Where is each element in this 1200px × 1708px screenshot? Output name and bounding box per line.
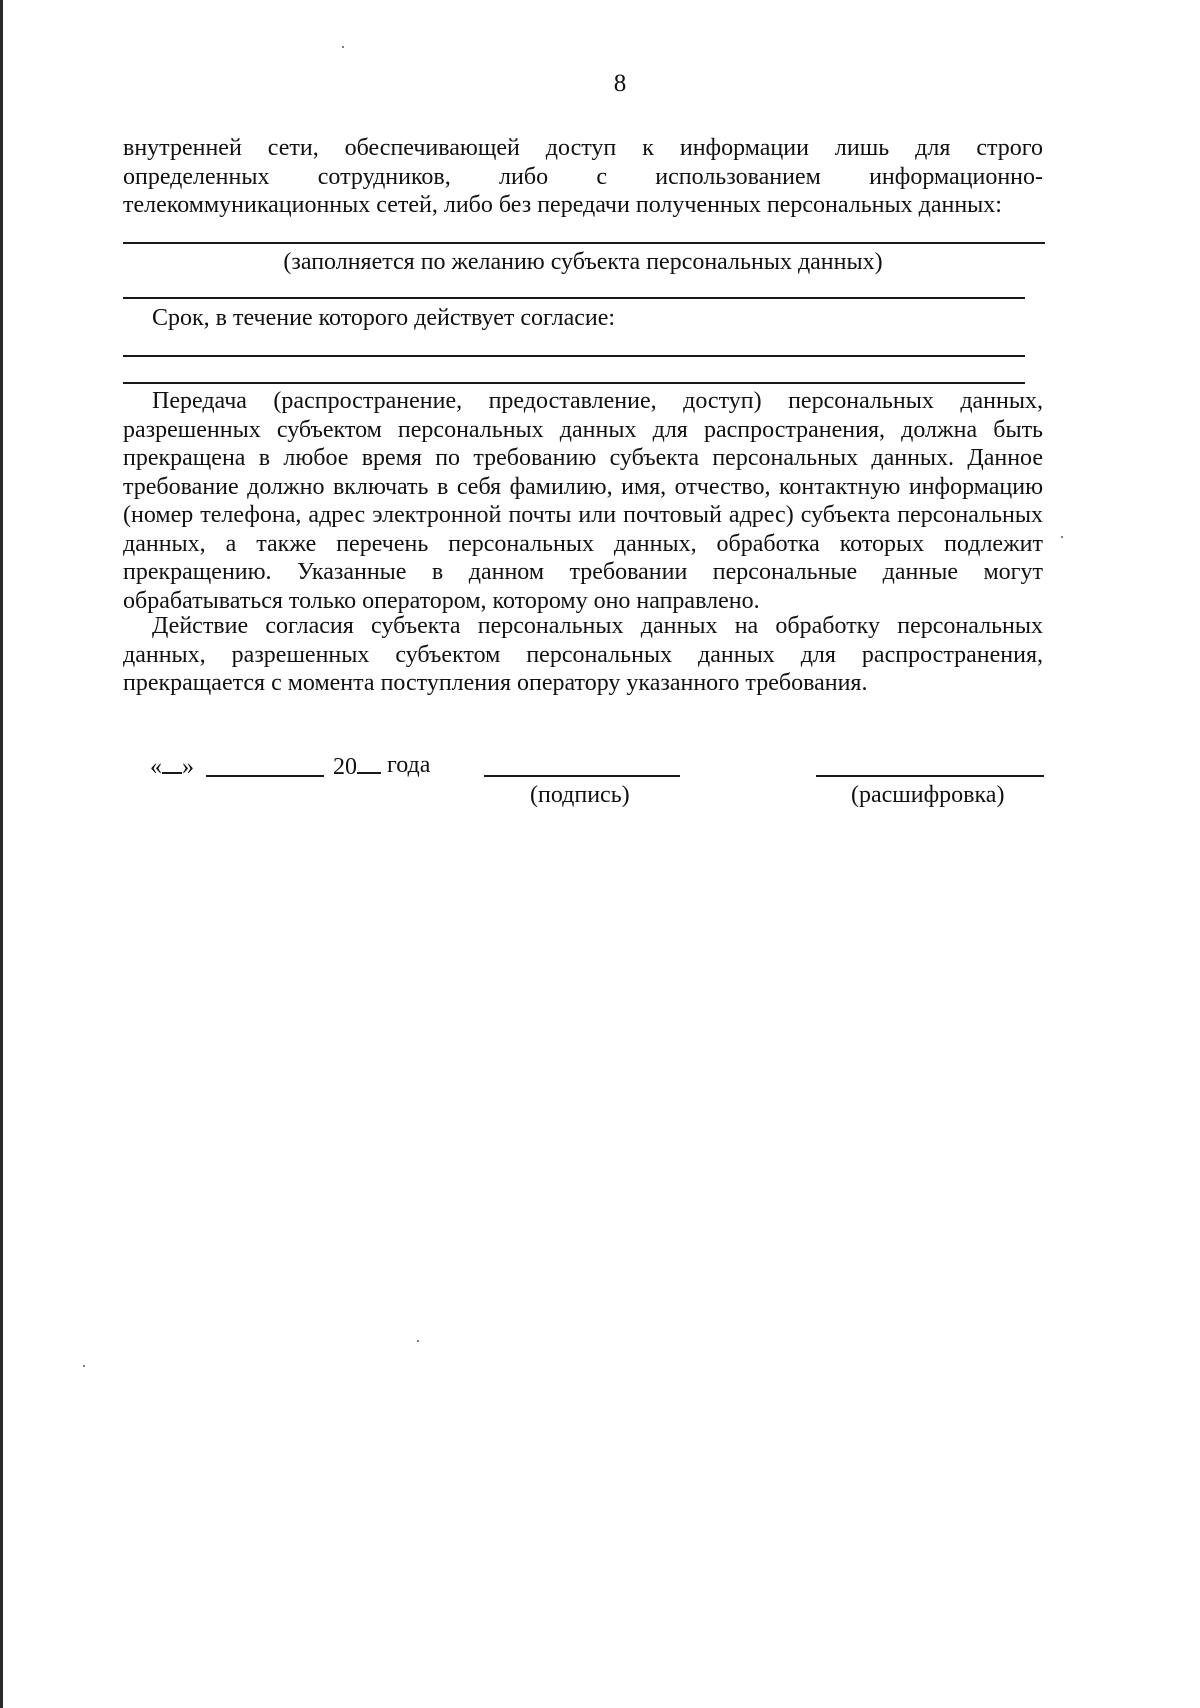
fill-line-2 bbox=[123, 297, 1025, 299]
intro-line-2: определенных сотрудников, либо с использованием информационно- bbox=[123, 163, 1043, 190]
paragraph-withdrawal: Передача (распространение, предоставление, доступ) персональных данных, разрешенных субъектом персональных данных для распространения, должна быть прекращена в любое время по требованию субъекта персональных данных. Данное требование должно включать в себя фамилию, имя, отчество, контактную информацию (номер телефона, адрес электронной почты или почтовый адрес) субъекта персональных данных, а также перечень персональных данных, обработка которых подлежит прекращению. Указанные в данном требовании персональные данные могут обрабатываться только оператором, которому оно направлено. bbox=[123, 388, 1043, 614]
scan-speck bbox=[83, 1365, 85, 1367]
decoding-caption: (расшифровка) bbox=[851, 782, 1005, 808]
scan-speck bbox=[1061, 536, 1063, 538]
page-number: 8 bbox=[613, 70, 627, 97]
signature-caption: (подпись) bbox=[530, 782, 630, 808]
term-line-2 bbox=[123, 382, 1025, 384]
date-quote-open: « bbox=[150, 754, 162, 780]
day-blank bbox=[162, 751, 182, 774]
date-quote-close: » bbox=[182, 754, 194, 780]
year-blank bbox=[357, 751, 381, 774]
term-line-1 bbox=[123, 355, 1025, 357]
decoding-line bbox=[816, 775, 1044, 777]
intro-text bbox=[123, 134, 1043, 220]
intro-line-3: телекоммуникационных сетей, либо без передачи полученных персональных данных: bbox=[123, 192, 1002, 218]
fill-line-1 bbox=[123, 242, 1045, 244]
year-word: года bbox=[387, 752, 431, 778]
scan-speck bbox=[417, 1340, 419, 1342]
year-field bbox=[333, 751, 381, 781]
intro-line-1: внутренней сети, обеспечивающей доступ к информации лишь для строго bbox=[123, 135, 1043, 161]
scan-speck bbox=[342, 46, 344, 48]
year-prefix: 20 bbox=[333, 754, 357, 780]
signature-line bbox=[484, 775, 680, 777]
fill-caption: (заполняется по желанию субъекта персональных данных) bbox=[283, 249, 883, 275]
month-blank bbox=[206, 775, 324, 777]
term-label: Срок, в течение которого действует согласие: bbox=[152, 305, 616, 331]
scan-edge bbox=[0, 0, 3, 1708]
date-day-field bbox=[150, 751, 194, 781]
paragraph-termination: Действие согласия субъекта персональных данных на обработку персональных данных, разрешенных субъектом персональных данных для распространения, прекращается с момента поступления оператору указанного требования. bbox=[123, 613, 1043, 696]
